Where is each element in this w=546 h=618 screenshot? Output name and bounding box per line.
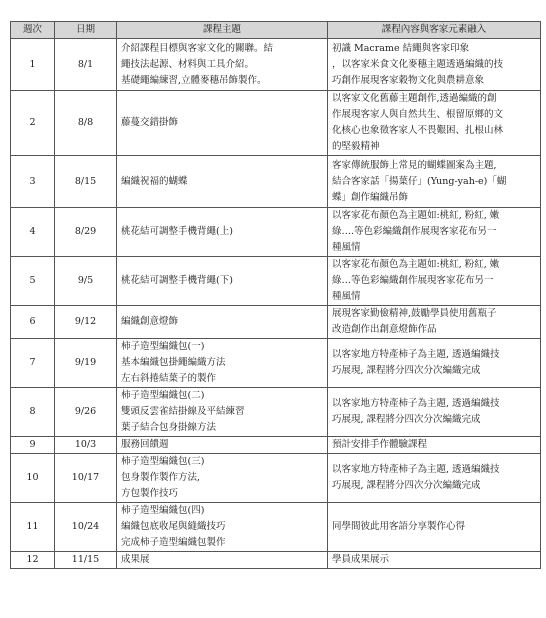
table-header-row [11,22,541,39]
week-cell: 10 [11,454,55,503]
topic-cell [117,208,328,257]
topic-cell [117,91,328,156]
content-cell [328,454,541,503]
date-cell: 9/26 [55,388,117,437]
content-line: 的堅毅精神 [332,141,380,152]
week-cell: 1 [11,39,55,91]
week-cell: 6 [11,306,55,339]
table-row [11,454,541,503]
content-line: 客家傳統服飾上常見的蝴蝶圖案為主題, [332,159,497,171]
content-line: 展現客家勤儉精神,鼓勵學員使用舊瓶子 [332,308,497,319]
week-cell: 5 [11,257,55,306]
topic-cell [117,454,328,503]
date-cell: 11/15 [55,552,117,569]
week-cell: 11 [11,503,55,552]
topic-cell [117,437,328,454]
header-content: 課程內容與客家元素融入 [328,22,541,39]
content-line: 綠…等色彩編織創作展現客家花布另一 [332,275,494,286]
topic-line: 葉子結合包身掛線方法 [121,422,217,433]
header-date: 日期 [55,22,117,39]
course-schedule-table [10,21,541,569]
topic-line: 成果展 [121,554,150,565]
date-cell: 8/8 [55,91,117,156]
content-line: 改造創作出創意燈飾作品 [332,324,437,335]
topic-line: 柿子造型編織包(一) [121,341,205,352]
content-line: 種風情 [332,291,361,302]
content-line: 以客家文化舊藤主題創作,透過編織的創 [332,93,497,104]
content-line: 化核心也象徵客家人不畏艱困、扎根山林 [332,125,504,136]
content-line: 種風情 [332,242,361,253]
content-line: 以客家地方特產柿子為主題, 透過編織技 [332,398,500,409]
topic-cell [117,39,328,91]
content-line: 結合客家話「揚葉仔」(Yung-yah-e)「蝴 [332,175,507,187]
topic-cell [117,388,328,437]
content-line: 巧創作展現客家穀物文化與農耕意象 [332,74,485,86]
topic-line: 柿子造型編織包(四) [121,505,205,516]
content-line: 學員成果展示 [332,554,390,565]
table-row [11,257,541,306]
content-line: 同學間彼此用客語分享製作心得 [332,521,466,532]
topic-cell [117,339,328,388]
date-cell: 10/17 [55,454,117,503]
topic-line: 柿子造型編織包(三) [121,456,205,467]
table-row [11,339,541,388]
table-row [11,208,541,257]
table-row [11,437,541,454]
header-week: 週次 [11,22,55,39]
topic-line: 完成柿子造型編織包製作 [121,537,226,548]
topic-cell [117,306,328,339]
header-topic: 課程主題 [117,22,328,39]
table-row [11,306,541,339]
topic-cell [117,156,328,208]
date-cell: 8/1 [55,39,117,91]
table-row [11,388,541,437]
topic-line: 左右斜捲結葉子的製作 [121,373,217,384]
topic-line: 桃花結可調整手機背繩(上) [121,226,233,237]
content-line: ，以客家米食文化麥穗主題透過編織的技 [332,58,504,70]
topic-line: 編織創意燈飾 [121,316,179,327]
week-cell: 7 [11,339,55,388]
table-body [11,39,541,569]
content-cell [328,388,541,437]
table-row [11,552,541,569]
topic-line: 包身製作製作方法, [121,472,201,483]
content-cell [328,503,541,552]
table-row [11,156,541,208]
content-line: 巧展現, 課程將分四次分次編織完成 [332,414,481,425]
content-line: 初識 Macrame 結繩與客家印象 [332,42,470,54]
topic-cell [117,552,328,569]
topic-line: 基本編織包掛繩編織方法 [121,357,226,368]
topic-line: 編織祝福的蝴蝶 [121,175,188,187]
date-cell: 8/15 [55,156,117,208]
content-line: 蝶」創作編織吊飾 [332,191,409,203]
table-row [11,503,541,552]
content-line: 作展現客家人與自然共生、根留原鄉的文 [332,109,504,120]
date-cell: 8/29 [55,208,117,257]
week-cell: 8 [11,388,55,437]
content-cell [328,339,541,388]
date-cell: 10/3 [55,437,117,454]
content-line: 以客家地方特產柿子為主題, 透過編織技 [332,349,500,360]
content-line: 以客家花布顏色為主題如:桃紅, 粉紅, 嫩 [332,210,500,221]
content-cell [328,91,541,156]
content-cell [328,306,541,339]
week-cell: 3 [11,156,55,208]
topic-line: 基礎繩編練習,立體麥穗吊飾製作。 [121,74,267,86]
date-cell: 9/5 [55,257,117,306]
content-cell [328,257,541,306]
week-cell: 4 [11,208,55,257]
topic-cell [117,257,328,306]
topic-line: 繩技法起源、材料與工具介紹。 [121,58,255,70]
content-line: 以客家花布顏色為主題如:桃紅, 粉紅, 嫩 [332,259,500,270]
week-cell: 9 [11,437,55,454]
topic-line: 藤蔓交錯掛飾 [121,117,179,128]
topic-line: 服務回饋週 [121,439,169,450]
content-cell [328,39,541,91]
topic-line: 雙頭反雲雀結掛線及平結練習 [121,406,245,417]
content-line: 巧展現, 課程將分四次分次編織完成 [332,365,481,376]
week-cell: 12 [11,552,55,569]
content-cell [328,156,541,208]
date-cell: 9/12 [55,306,117,339]
content-cell [328,437,541,454]
topic-line: 編織包底收尾與縫織技巧 [121,521,226,532]
date-cell: 10/24 [55,503,117,552]
week-cell: 2 [11,91,55,156]
content-cell [328,208,541,257]
table-row [11,91,541,156]
topic-line: 方包製作技巧 [121,488,179,499]
content-line: 巧展現, 課程將分四次分次編織完成 [332,480,481,491]
topic-cell [117,503,328,552]
topic-line: 介紹課程目標與客家文化的關聯。結 [121,42,274,54]
content-cell [328,552,541,569]
content-line: 預計安排手作體驗課程 [332,439,428,450]
content-line: 綠….等色彩編織創作展現客家花布另一 [332,226,497,237]
content-line: 以客家地方特產柿子為主題, 透過編織技 [332,464,500,475]
topic-line: 桃花結可調整手機背繩(下) [121,275,233,286]
table-row [11,39,541,91]
date-cell: 9/19 [55,339,117,388]
topic-line: 柿子造型編織包(二) [121,390,205,401]
